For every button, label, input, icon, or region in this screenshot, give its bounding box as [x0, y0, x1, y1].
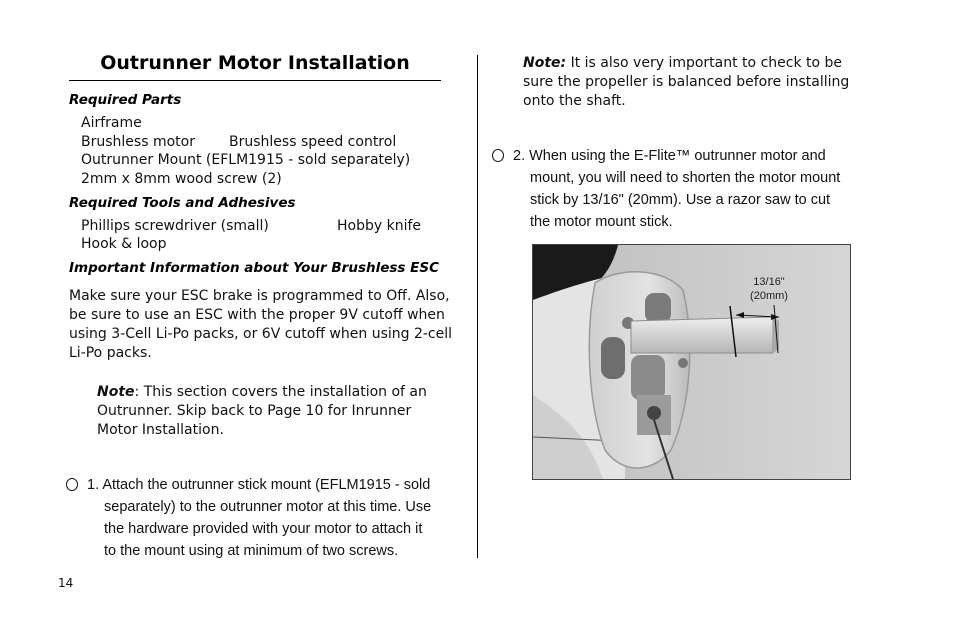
part-airframe: Airframe	[81, 115, 142, 131]
part-speed-control: Brushless speed control	[229, 134, 397, 150]
checkbox-circle-icon[interactable]	[492, 149, 504, 162]
right-note-line: onto the shaft.	[523, 93, 626, 109]
right-note-text: It is also very important to check to be	[566, 55, 843, 71]
part-brushless-motor: Brushless motor	[81, 134, 195, 150]
title-underline	[69, 80, 441, 81]
tool-screwdriver: Phillips screwdriver (small)	[81, 218, 269, 234]
step-2-line: mount, you will need to shorten the motor mount	[530, 170, 841, 186]
part-screw: 2mm x 8mm wood screw (2)	[81, 171, 282, 187]
left-note-line: Outrunner. Skip back to Page 10 for Inrunner	[97, 403, 412, 419]
esc-heading: Important Information about Your Brushless ESC	[69, 260, 439, 276]
step-1-line: separately) to the outrunner motor at this time. Use	[104, 499, 432, 515]
checkbox-circle-icon[interactable]	[66, 478, 78, 491]
esc-paragraph	[69, 287, 453, 363]
tools-heading: Required Tools and Adhesives	[69, 195, 296, 211]
step-1-line: to the mount using at minimum of two screws.	[104, 543, 399, 559]
left-note-text: : This section covers the installation of an	[134, 384, 427, 400]
required-parts-heading: Required Parts	[69, 92, 182, 108]
step-1-line: 1. Attach the outrunner stick mount (EFLM1915 - sold	[87, 477, 431, 493]
measurement-label: 13/16"	[753, 276, 785, 288]
right-note-line: sure the propeller is balanced before installing	[523, 74, 850, 90]
step-2-line: the motor mount stick.	[530, 214, 673, 230]
part-mount: Outrunner Mount (EFLM1915 - sold separately)	[81, 152, 411, 168]
left-note-line: Motor Installation.	[97, 422, 224, 438]
page-number: 14	[58, 576, 74, 590]
motor-mount-photo	[532, 244, 851, 480]
step-2-line: 2. When using the E-Flite™ outrunner motor and	[513, 148, 826, 164]
esc-line: Li-Po packs.	[69, 345, 152, 361]
measurement-label-metric: (20mm)	[750, 290, 788, 302]
esc-line: using 3-Cell Li-Po packs, or 6V cutoff when using 2-cell	[69, 326, 453, 342]
left-note-label: Note	[97, 384, 135, 400]
step-2	[492, 145, 862, 233]
right-note	[523, 54, 883, 111]
tool-hobby-knife: Hobby knife	[337, 218, 422, 234]
section-title: Outrunner Motor Installation	[100, 52, 410, 74]
right-note-label: Note:	[523, 55, 567, 71]
esc-line: be sure to use an ESC with the proper 9V cutoff when	[69, 307, 445, 323]
motor-mount-illustration	[533, 245, 850, 479]
tool-hook-loop: Hook & loop	[81, 236, 167, 252]
esc-line: Make sure your ESC brake is programmed to Off. Also,	[69, 288, 450, 304]
column-divider	[477, 55, 478, 558]
step-1-line: the hardware provided with your motor to attach it	[104, 521, 423, 537]
left-note	[97, 383, 447, 440]
step-1	[66, 474, 446, 562]
step-2-line: stick by 13/16" (20mm). Use a razor saw to cut	[530, 192, 831, 208]
